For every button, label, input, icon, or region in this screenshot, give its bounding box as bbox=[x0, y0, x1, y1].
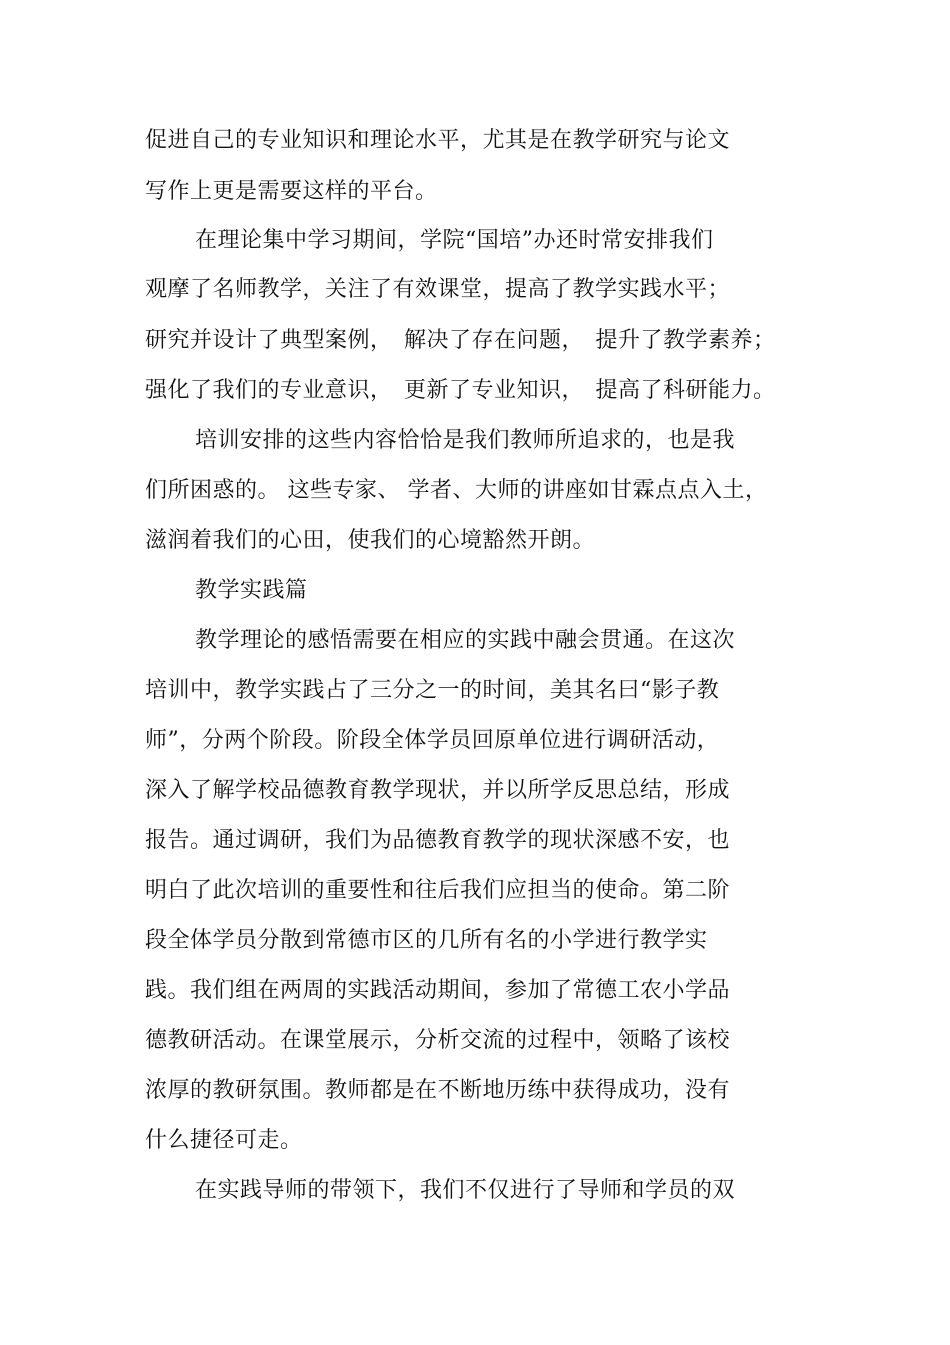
text-line: 促进自己的专业知识和理论水平，尤其是在教学研究与论文 bbox=[145, 128, 731, 153]
paragraph-start-line: 在实践导师的带领下，我们不仅进行了导师和学员的双 bbox=[195, 1178, 736, 1203]
paragraph-start-line: 教学理论的感悟需要在相应的实践中融会贯通。在这次 bbox=[195, 628, 736, 653]
text-line: 践。我们组在两周的实践活动期间，参加了常德工农小学品 bbox=[145, 978, 731, 1003]
text-line: 浓厚的教研氛围。教师都是在不断地历练中获得成功，没有 bbox=[145, 1078, 731, 1103]
text-line: 段全体学员分散到常德市区的几所有名的小学进行教学实 bbox=[145, 928, 708, 953]
text-line: 强化了我们的专业意识， 更新了专业知识， 提高了科研能力。 bbox=[145, 378, 776, 403]
section-heading: 教学实践篇 bbox=[195, 578, 308, 603]
text-line: 观摩了名师教学，关注了有效课堂，提高了教学实践水平； bbox=[145, 277, 731, 302]
text-line: 师”，分两个阶段。阶段全体学员回原单位进行调研活动， bbox=[145, 728, 720, 753]
paragraph-start-line: 培训安排的这些内容恰恰是我们教师所追求的，也是我 bbox=[195, 428, 736, 453]
text-line: 研究并设计了典型案例， 解决了存在问题， 提升了教学素养； bbox=[145, 328, 776, 353]
text-line: 什么捷径可走。 bbox=[145, 1128, 303, 1153]
paragraph-start-line: 在理论集中学习期间，学院“国培”办还时常安排我们 bbox=[195, 228, 714, 253]
text-line: 们所困惑的。 这些专家、 学者、大师的讲座如甘霖点点入土， bbox=[145, 478, 768, 503]
text-line: 德教研活动。在课堂展示，分析交流的过程中，领略了该校 bbox=[145, 1028, 731, 1053]
text-line: 明白了此次培训的重要性和往后我们应担当的使命。第二阶 bbox=[145, 878, 731, 903]
text-line: 写作上更是需要这样的平台。 bbox=[145, 179, 438, 204]
text-line: 滋润着我们的心田，使我们的心境豁然开朗。 bbox=[145, 528, 596, 553]
text-line: 报告。通过调研，我们为品德教育教学的现状深感不安，也 bbox=[145, 828, 731, 853]
text-line: 培训中，教学实践占了三分之一的时间，美其名曰“影子教 bbox=[145, 678, 720, 703]
text-line: 深入了解学校品德教育教学现状，并以所学反思总结，形成 bbox=[145, 778, 731, 803]
